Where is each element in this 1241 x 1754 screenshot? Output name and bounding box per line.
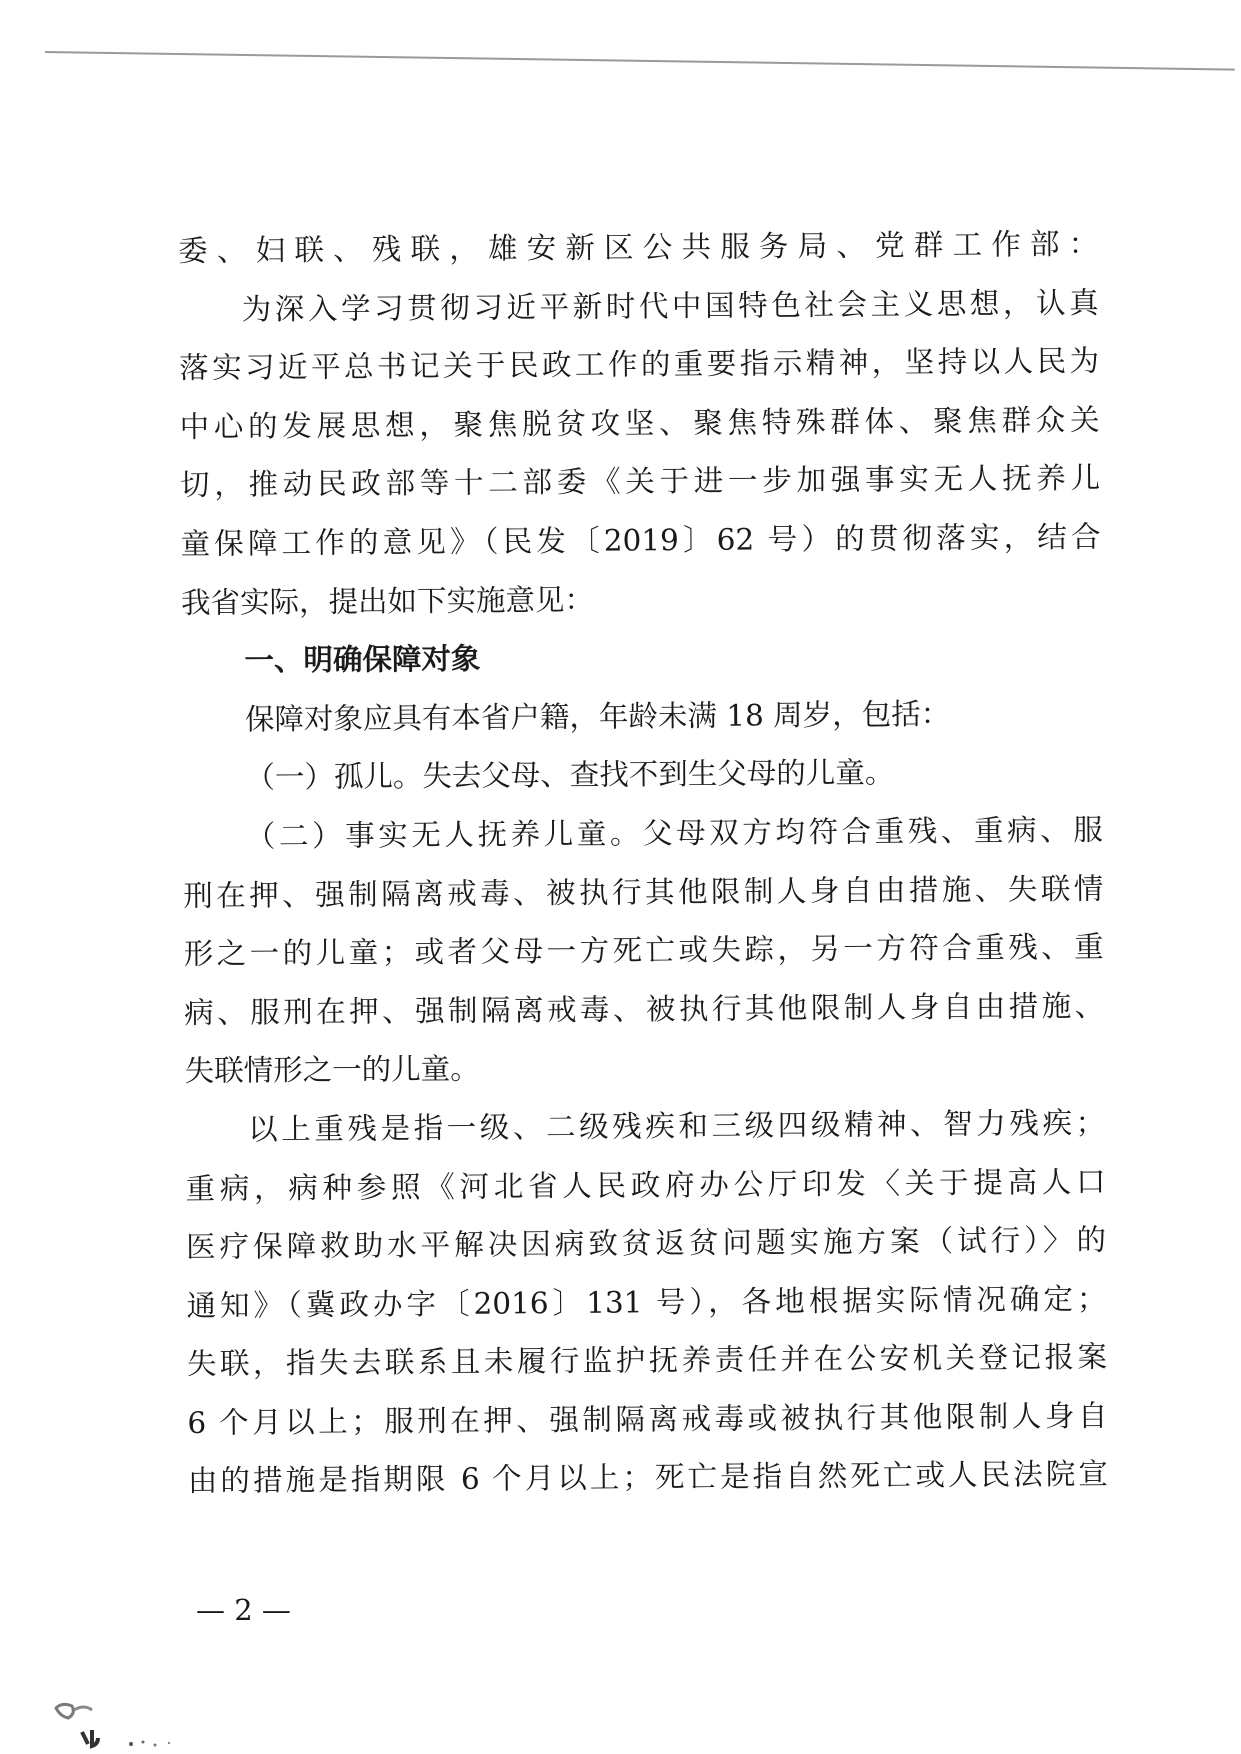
paragraph-first-line: 以上重残是指一级、二级残疾和三级四级精神、智力残疾；	[247, 1105, 1106, 1147]
paragraph-first-line: 为深入学习贯彻习近平新时代中国特色社会主义思想，认真	[241, 285, 1099, 327]
scan-top-edge-line	[45, 51, 1235, 71]
paragraph-first-line: （二）事实无人抚养儿童。父母双方均符合重残、重病、服	[245, 812, 1103, 854]
page-number: — 2 —	[196, 1593, 291, 1627]
text-line: 由的措施是指期限 6 个月以上；死亡是指自然死亡或人民法院宣	[187, 1457, 1108, 1499]
text-line: 童保障工作的意见》（民发〔2019〕62 号）的贯彻落实，结合	[180, 519, 1101, 561]
text-line: 刑在押、强制隔离戒毒、被执行其他限制人身自由措施、失联情	[183, 871, 1104, 913]
scan-artifact-dots	[125, 1736, 185, 1750]
section-heading: 一、明确保障对象	[244, 641, 481, 678]
text-line: 重病，病种参照《河北省人民政府办公厅印发〈关于提高人口	[185, 1164, 1106, 1206]
paragraph-first-line: （一）孤儿。失去父母、查找不到生父母的儿童。	[245, 755, 895, 795]
text-line: 委、妇联、残联，雄安新区公共服务局、党群工作部：	[178, 226, 1099, 268]
text-line: 6 个月以上；服刑在押、强制隔离戒毒或被执行其他限制人身自	[187, 1398, 1108, 1440]
text-line: 病、服刑在押、强制隔离戒毒、被执行其他限制人身自由措施、	[184, 988, 1105, 1030]
document-body	[178, 215, 1108, 1511]
text-line: 失联情形之一的儿童。	[184, 1051, 480, 1089]
text-line: 我省实际，提出如下实施意见：	[180, 582, 595, 620]
paragraph-first-line: 保障对象应具有本省户籍，年龄未满 18 周岁，包括：	[244, 696, 951, 737]
text-line: 形之一的儿童；或者父母一方死亡或失踪，另一方符合重残、重	[183, 929, 1104, 972]
text-line: 失联，指失去联系且未履行监护抚养责任并在公安机关登记报案	[186, 1340, 1108, 1382]
scan-artifact-mark	[52, 1700, 122, 1750]
text-line: 切，推动民政部等十二部委《关于进一步加强事实无人抚养儿	[179, 461, 1101, 503]
text-line: 通知》（冀政办字〔2016〕131 号），各地根据实际情况确定；	[186, 1281, 1107, 1323]
text-line: 中心的发展思想，聚焦脱贫攻坚、聚焦特殊群体、聚焦群众关	[179, 402, 1100, 444]
text-line: 医疗保障救助水平解决因病致贫返贫问题实施方案（试行）〉的	[185, 1222, 1107, 1265]
text-line: 落实习近平总书记关于民政工作的重要指示精神，坚持以人民为	[179, 343, 1100, 386]
